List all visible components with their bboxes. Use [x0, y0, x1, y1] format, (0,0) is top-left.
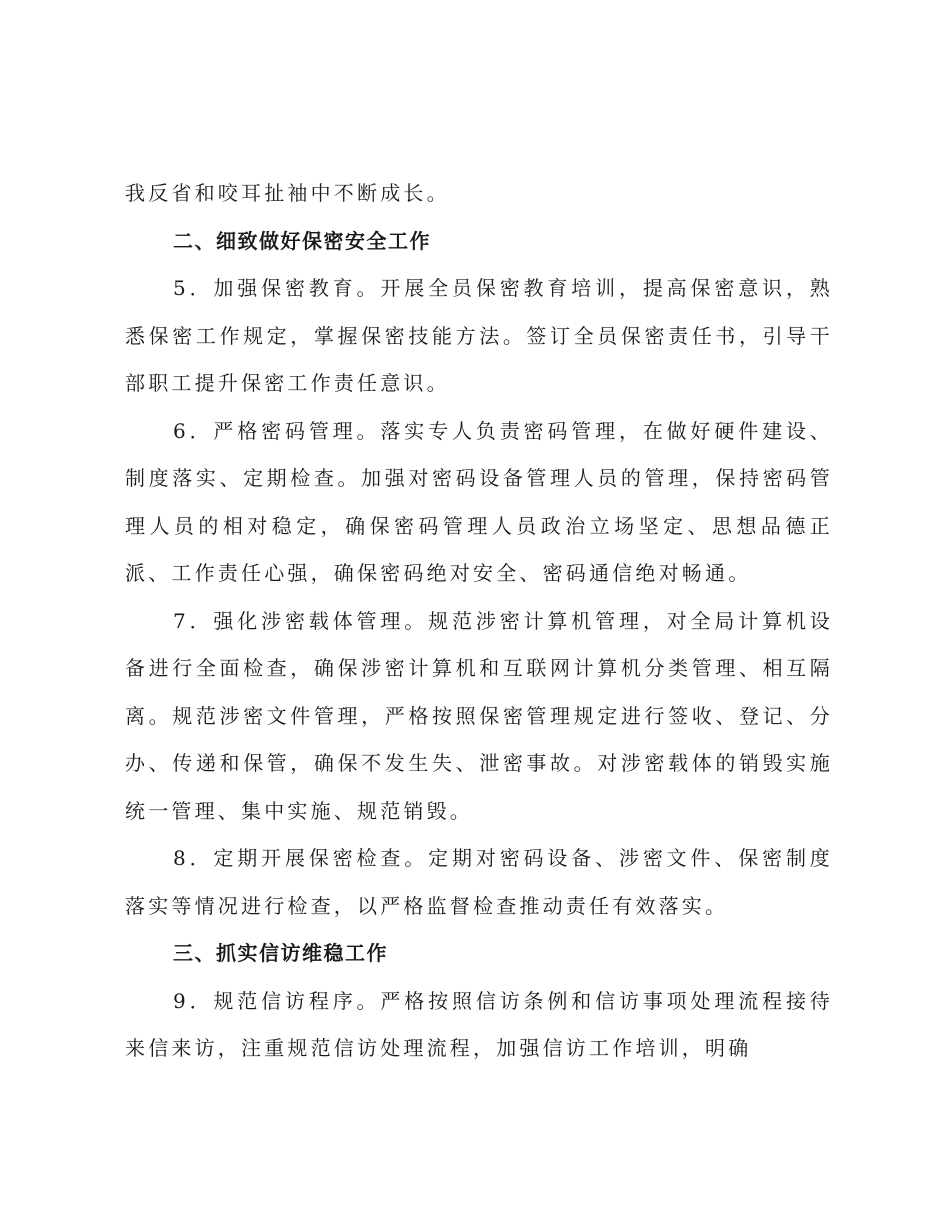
- paragraph-item-9: 9．规范信访程序。严格按照信访条例和信访事项处理流程接待来信来访，注重规范信访处理流程，加强信访工作培训，明确: [125, 988, 833, 1060]
- paragraph-item-5: 5．加强保密教育。开展全员保密教育培训，提高保密意识，熟悉保密工作规定，掌握保密技能方法。签订全员保密责任书，引导干部职工提升保密工作责任意识。: [125, 276, 833, 395]
- paragraph-item-6: 6．严格密码管理。落实专人负责密码管理，在做好硬件建设、制度落实、定期检查。加强对密码设备管理人员的管理，保持密码管理人员的相对稳定，确保密码管理人员政治立场坚定、思想品德正派、工作责任心强，确保密码绝对安全、密码通信绝对畅通。: [125, 418, 833, 585]
- paragraph-continuation: 我反省和咬耳扯袖中不断成长。: [125, 181, 450, 205]
- section-heading-2: 二、细致做好保密安全工作: [173, 228, 431, 253]
- paragraph-item-8: 8．定期开展保密检查。定期对密码设备、涉密文件、保密制度落实等情况进行检查，以严格监督检查推动责任有效落实。: [125, 846, 833, 918]
- paragraph-item-7: 7．强化涉密载体管理。规范涉密计算机管理，对全局计算机设备进行全面检查，确保涉密计算机和互联网计算机分类管理、相互隔离。规范涉密文件管理，严格按照保密管理规定进行签收、登记、分办、传递和保管，确保不发生失、泄密事故。对涉密载体的销毁实施统一管理、集中实施、规范销毁。: [125, 608, 833, 823]
- document-body: [125, 170, 833, 1073]
- section-heading-3: 三、抓实信访维稳工作: [173, 941, 388, 965]
